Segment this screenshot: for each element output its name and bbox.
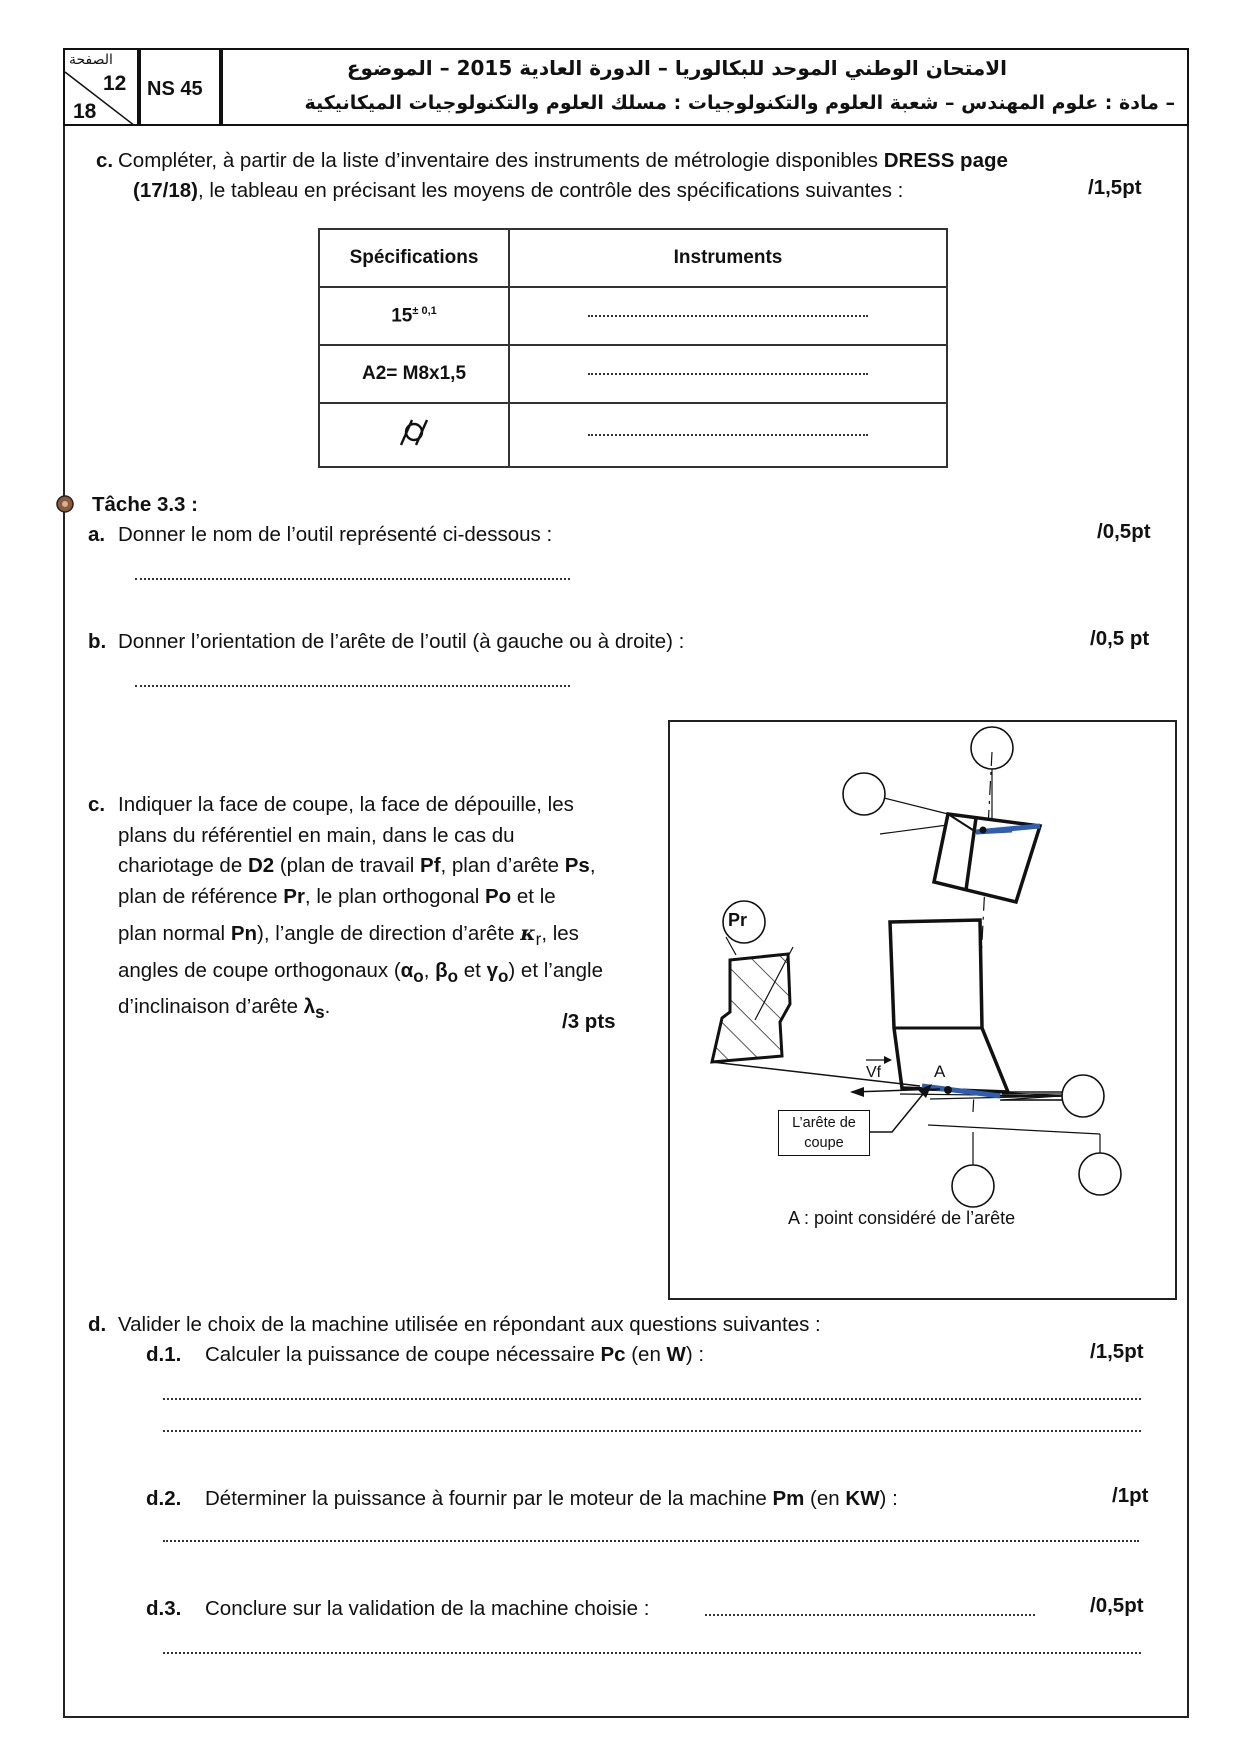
question-b-points: /0,5 pt [1090,627,1150,650]
table-row-spec-cylindricity [319,403,509,467]
specifications-table [318,228,948,468]
answer-line-d1-2[interactable] [163,1430,1141,1432]
page-number: 12 [103,72,127,95]
task-title: Tâche 3.3 : [92,493,198,516]
question-d1-text: Calculer la puissance de coupe nécessaire Pc (en W) : [205,1343,705,1366]
answer-line-a[interactable] [135,578,570,580]
question-d2-text: Déterminer la puissance à fournir par le moteur de la machine Pm (en KW) : [205,1487,898,1510]
answer-line-d2[interactable] [163,1540,1139,1542]
answer-circle-bottom [952,1165,994,1207]
pr-label: Pr [728,910,748,930]
question-c1-letter: c. [96,149,114,172]
table-header-instruments: Instruments [509,229,947,287]
question-a-text: Donner le nom de l’outil représenté ci-dessous : [118,523,553,546]
answer-line-d3-inline[interactable] [705,1614,1035,1616]
table-row-spec-tolerance: $15^{\pm 0,1}$ [319,287,509,345]
table-row-spec-thread: A2= M8x1,5 [319,345,509,403]
question-d2-points: /1pt [1112,1484,1149,1507]
answer-dots [588,434,868,436]
cylindricity-icon [396,417,432,447]
question-c2-points: /3 pts [562,1010,616,1033]
question-c1-text-line2: (17/18), le tableau en précisant les moyens de contrôle des spécifications suivantes : [133,179,904,202]
page-label: الصفحة [69,52,113,68]
a-label: A [934,1062,946,1081]
question-d3-points: /0,5pt [1090,1594,1144,1617]
question-d1-label: d.1. [146,1343,182,1366]
question-d2-label: d.2. [146,1487,182,1510]
tool-figure [668,720,1177,1300]
header-line-1: الامتحان الوطني الموحد للبكالوريا – الدورة العادية 2015 – الموضوع [346,56,1007,80]
page-total: 18 [73,100,97,123]
tool-shank [890,920,1008,1092]
question-c2-text: Indiquer la face de coupe, la face de dépouille, les plans du référentiel en main, dans le cas du chariotage de D2 (plan de travail Pf, plan d’arête Ps, plan de référence Pr, le plan orthogonal Po et le plan normal Pn), l’angle de direction d’arête $\kappa_r$, les angles de coupe orthogonaux ($\alpha_o$, $\beta_o$ et $\gamma_o$) et l’angle d’inclinaison d’arête $\lambda_s$. [118,793,603,1023]
question-d3-label: d.3. [146,1597,182,1620]
question-a-points: /0,5pt [1097,520,1151,543]
table-header-spec: Spécifications [319,229,509,287]
exam-code: NS 45 [147,78,203,100]
task-bullet-icon [55,494,75,514]
answer-dots [588,315,868,317]
question-d1-points: /1,5pt [1090,1340,1144,1363]
answer-line-b[interactable] [135,685,570,687]
header-page-box [63,48,139,126]
question-d3-text: Conclure sur la validation de la machine choisie : [205,1597,650,1620]
question-c2-letter: c. [88,793,106,816]
answer-circle-left [843,773,885,815]
table-row-instrument-3[interactable] [509,403,947,467]
header-title-box [221,48,1189,126]
header-code-box [139,48,221,126]
table-row-instrument-2[interactable] [509,345,947,403]
vf-label: Vf [866,1064,882,1081]
answer-line-d1-1[interactable] [163,1398,1141,1400]
question-b-text: Donner l’orientation de l’arête de l’outil (à gauche ou à droite) : [118,630,685,653]
question-d-letter: d. [88,1313,107,1336]
table-row-instrument-1[interactable] [509,287,947,345]
question-c1-points: /1,5pt [1088,176,1142,199]
question-c1-text: Compléter, à partir de la liste d’inventaire des instruments de métrologie disponibles DRESS page [118,149,1008,172]
question-d-text: Valider le choix de la machine utilisée en répondant aux questions suivantes : [118,1313,821,1336]
figure-caption: A : point considéré de l’arête [788,1208,1016,1228]
workpiece-section [712,954,790,1062]
question-b-letter: b. [88,630,107,653]
question-a-letter: a. [88,523,106,546]
answer-line-d3[interactable] [163,1652,1141,1654]
edge-label-box: L’arête de coupe [778,1110,870,1156]
header-line-2: – مادة : علوم المهندس – شعبة العلوم والتكنولوجيات : مسلك العلوم والتكنولوجيات الميكانيكية [304,92,1175,114]
answer-circle-right [1062,1075,1104,1117]
point-a [944,1086,952,1094]
answer-circle-bottom-right [1079,1153,1121,1195]
answer-dots [588,373,868,375]
